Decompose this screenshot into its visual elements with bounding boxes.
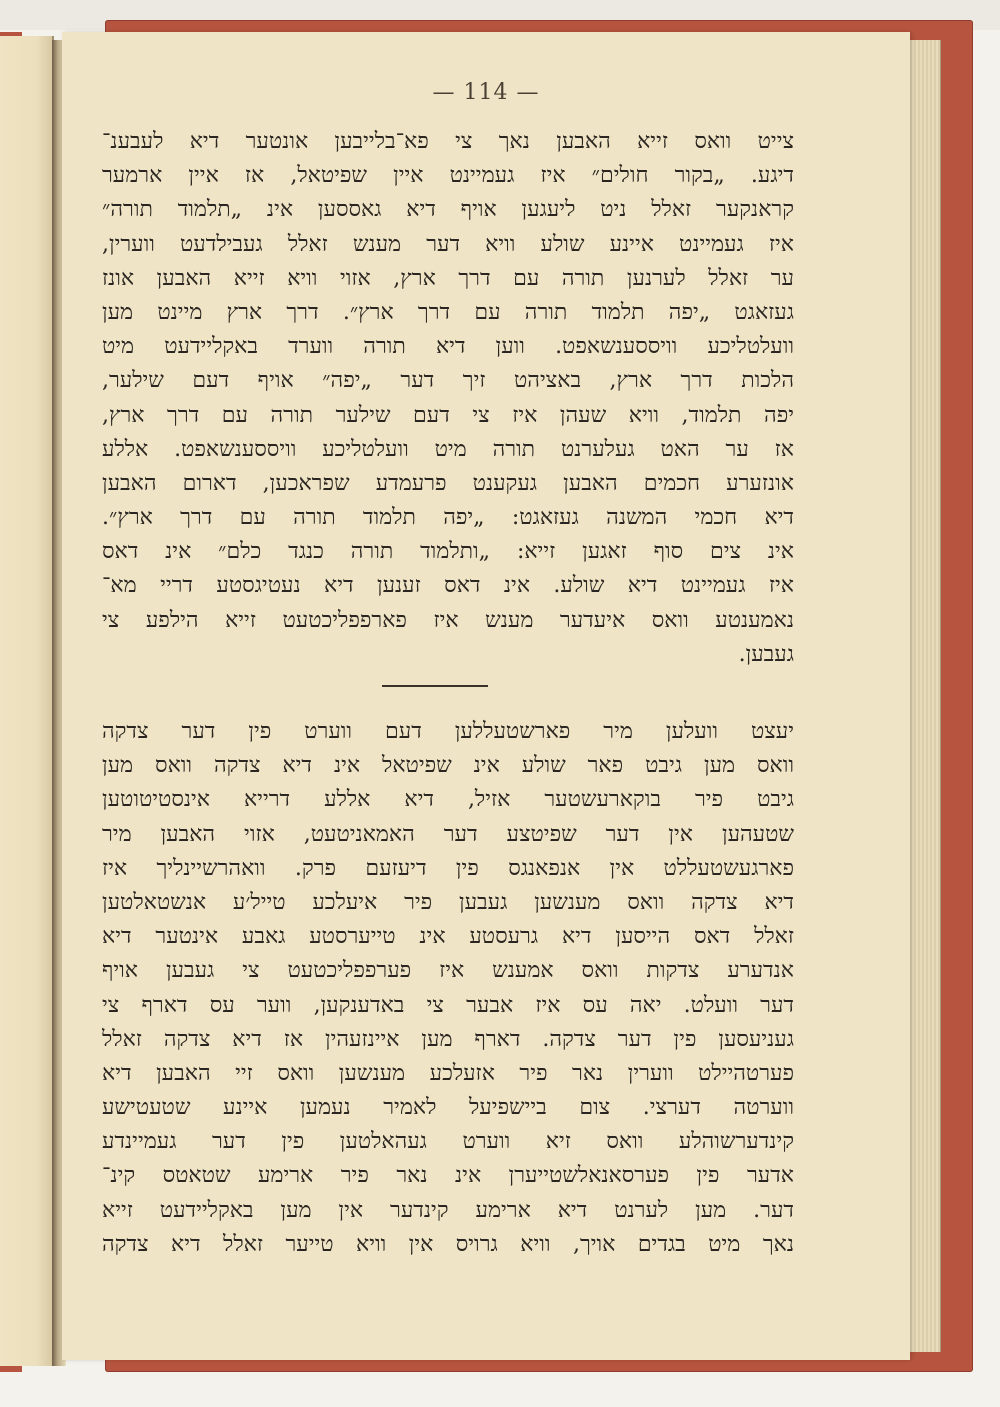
text-line: געניעסען פין דער צדקה. דארף מען איינזעהין אז דיא צדקה זאלל [102, 1026, 794, 1052]
book-page [62, 32, 910, 1360]
text-line: איז געמיינט איינע שולע וויא דער מענש זאלל געבילדעט ווערין, [102, 231, 794, 257]
text-line: צייט וואס זייא האבען נאך צי פא־בלייבען אונטער דיא לעבענ־ [102, 129, 794, 154]
text-line: וואס מען גיבט פאר שולע אינ שפיטאל אינ דיא צדקה וואס מען [102, 753, 794, 779]
text-line: אדער פין פערסאנאלשטייערן אינ נאר פיר ארימע שטאטס קינ־ [102, 1163, 794, 1189]
text-line: דיגע. „בקור חולים״ איז געמיינט איין שפיטאל, אז איין ארמער [102, 163, 794, 189]
text-line: געבען. [738, 641, 794, 667]
text-line: ווערטה דערצי. צום ביישפיעל לאמיר נעמען איינע שטעטישע [102, 1095, 794, 1121]
text-line: גיבט פיר בוקארעשטער אזיל, דיא אללע דרייא אינסטיטוטען [102, 787, 794, 813]
text-line: אינ צים סוף זאגען זייא: „ותלמוד תורה כנגד כלם״ אינ דאס [102, 539, 794, 565]
text-line: יפה תלמוד, וויא שעהן איז צי דעם שילער תורה עם דרך ארץ, [102, 402, 794, 428]
text-line: דיא צדקה וואס מענשען געבען פיר איעלכע טייל׳ע אנשטאלטען [102, 889, 794, 915]
text-line: נאמענטע וואס איעדער מענש איז פארפפליכטעט זייא הילפע צי [102, 607, 794, 633]
text-line: זאלל דאס הייסען דיא גרעסטע אינ טייערסטע גאבע אינטער דיא [102, 924, 794, 950]
text-line: געזאגט „יפה תלמוד תורה עם דרך ארץ״. דרך ארץ מיינט מען [102, 299, 794, 325]
text-line: איז געמיינט דיא שולע. אינ דאס זענען דיא נעטיגסטע דריי מא־ [102, 573, 794, 599]
paragraph-1 [102, 125, 794, 672]
text-line: פארגעשטעללט אין אנפאנגס פין דיעזעם פרק. וואהרשיינליך איז [102, 855, 794, 881]
facing-page-edge [0, 36, 54, 1366]
text-line: דער וועלט. יאה עס איז אבער צי באדענקען, ווער עס דארף צי [102, 992, 794, 1018]
text-line: אונזערע חכמים האבען געקענט פרעמדע שפראכען, דארום האבען [102, 470, 794, 496]
paragraph-2 [102, 715, 794, 1262]
page-number: — 114 — [432, 80, 540, 105]
text-line: קראנקער זאלל ניט ליעגען אויף דיא גאססען אינ „תלמוד תורה״ [102, 197, 794, 223]
text-line: אז ער האט געלערנט תורה מיט וועלטליכע וויססענשאפט. אללע [102, 436, 794, 462]
text-line: אנדערע צדקות וואס אמענש איז פערפפליכטעט צי געבען אויף [102, 958, 794, 984]
text-line: נאך מיט בגדים אויך, וויא גרויס אין וויא טייער זאלל דיא צדקה [102, 1231, 794, 1257]
text-line: שטעהען אין דער שפיטצע דער האמאניטעט, אזוי האבען מיר [102, 821, 794, 847]
section-divider [382, 685, 488, 687]
text-line: ער זאלל לערנען תורה עם דרך ארץ, אזוי וויא זייא האבען אונז [102, 265, 794, 291]
text-line: דיא חכמי המשנה געזאגט: „יפה תלמוד תורה עם דרך ארץ״. [102, 505, 794, 531]
text-line: קינדערשוהלע וואס זיא ווערט געהאלטען פין דער געמיינדע [102, 1129, 794, 1155]
text-line: פערטהיילט ווערין נאר פיר אזעלכע מענשען וואס זיי האבען דיא [102, 1060, 794, 1086]
text-line: הלכות דרך ארץ, באציהט זיך דער „יפה״ אויף דעם שילער, [102, 368, 794, 394]
text-line: יעצט וועלען מיר פארשטעללען דעם ווערט פין דער צדקה [102, 719, 794, 744]
text-line: וועלטליכע וויססענשאפט. ווען דיא תורה ווערד באקליידעט מיט [102, 334, 794, 360]
text-line: דער. מען לערנט דיא ארימע קינדער אין מען באקליידעט זייא [102, 1197, 794, 1223]
